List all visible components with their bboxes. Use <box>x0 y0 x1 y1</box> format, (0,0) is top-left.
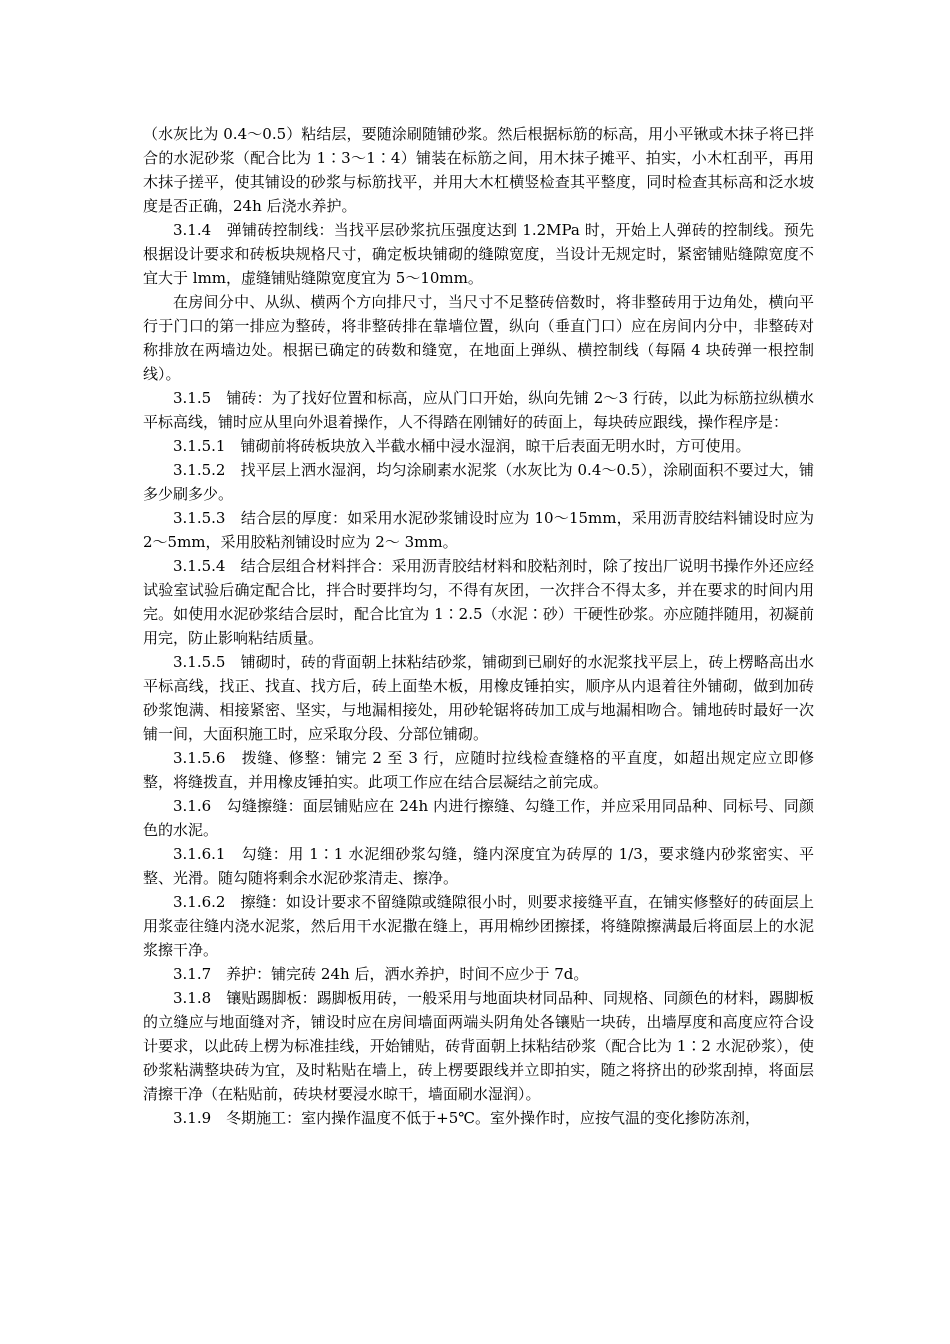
paragraph-3-1-5-4: 3.1.5.4 结合层组合材料拌合：采用沥青胶结材料和胶粘剂时，除了按出厂说明书操作外还应经试验室试验后确定配合比，拌合时要拌均匀，不得有灰团，一次拌合不得太多，并在要求的时间内用完。如使用水泥砂浆结合层时，配合比宜为 1∶2.5（水泥∶砂）干硬性砂浆。亦应随拌随用，初凝前用完，防止影响粘结质量。 <box>143 557 814 647</box>
paragraph-3-1-5: 3.1.5 铺砖：为了找好位置和标高，应从门口开始，纵向先铺 2～3 行砖，以此为标筋拉纵横水平标高线，铺时应从里向外退着操作，人不得踏在刚铺好的砖面上，每块砖应跟线，操作程序是： <box>143 389 814 431</box>
paragraph-3-1-9: 3.1.9 冬期施工：室内操作温度不低于+5℃。室外操作时，应按气温的变化掺防冻剂， <box>173 1109 761 1127</box>
paragraph-3-1-6-1: 3.1.6.1 勾缝：用 1∶1 水泥细砂浆勾缝，缝内深度宜为砖厚的 1/3，要求缝内砂浆密实、平整、光滑。随勾随将剩余水泥砂浆清走、擦净。 <box>143 845 814 887</box>
paragraph-3-1-5-3: 3.1.5.3 结合层的厚度：如采用水泥砂浆铺设时应为 10～15mm，采用沥青胶结料铺设时应为 2～5mm，采用胶粘剂铺设时应为 2～ 3mm。 <box>143 509 814 551</box>
document-body <box>143 122 814 1130</box>
paragraph-layout-lines: 在房间分中、从纵、横两个方向排尺寸，当尺寸不足整砖倍数时，将非整砖用于边角处，横向平行于门口的第一排应为整砖，将非整砖排在靠墙位置，纵向（垂直门口）应在房间内分中，非整砖对称排放在两墙边处。根据已确定的砖数和缝宽，在地面上弹纵、横控制线（每隔 4 块砖弹一根控制线）。 <box>143 293 814 383</box>
paragraph-3-1-6: 3.1.6 勾缝擦缝：面层铺贴应在 24h 内进行擦缝、勾缝工作，并应采用同品种、同标号、同颜色的水泥。 <box>143 797 814 839</box>
paragraph-3-1-6-2: 3.1.6.2 擦缝：如设计要求不留缝隙或缝隙很小时，则要求接缝平直，在铺实修整好的砖面层上用浆壶往缝内浇水泥浆，然后用干水泥撒在缝上，再用棉纱团擦揉，将缝隙擦满最后将面层上的水泥浆擦干净。 <box>143 893 814 959</box>
paragraph-3-1-5-5: 3.1.5.5 铺砌时，砖的背面朝上抹粘结砂浆，铺砌到已刷好的水泥浆找平层上，砖上楞略高出水平标高线，找正、找直、找方后，砖上面垫木板，用橡皮锤拍实，顺序从内退着往外铺砌，做到加砖砂浆饱满、相接紧密、坚实，与地漏相接处，用砂轮锯将砖加工成与地漏相吻合。铺地砖时最好一次铺一间，大面积施工时，应采取分段、分部位铺砌。 <box>143 653 814 743</box>
paragraph-binder-layer: （水灰比为 0.4～0.5）粘结层，要随涂刷随铺砂浆。然后根据标筋的标高，用小平锹或木抹子将已拌合的水泥砂浆（配合比为 1∶3～1∶4）铺装在标筋之间，用木抹子摊平、拍实，小木杠刮平，再用木抹子搓平，使其铺设的砂浆与标筋找平，并用大木杠横竖检查其平整度，同时检查其标高和泛水坡度是否正确，24h 后浇水养护。 <box>143 125 814 215</box>
paragraph-3-1-7: 3.1.7 养护：铺完砖 24h 后，洒水养护，时间不应少于 7d。 <box>173 965 589 983</box>
paragraph-3-1-5-6: 3.1.5.6 拨缝、修整：铺完 2 至 3 行，应随时拉线检查缝格的平直度，如超出规定应立即修整，将缝拨直，并用橡皮锤拍实。此项工作应在结合层凝结之前完成。 <box>143 749 814 791</box>
paragraph-3-1-4: 3.1.4 弹铺砖控制线：当找平层砂浆抗压强度达到 1.2MPa 时，开始上人弹砖的控制线。预先根据设计要求和砖板块规格尺寸，确定板块铺砌的缝隙宽度，当设计无规定时，紧密铺贴缝隙宽度不宜大于 lmm，虚缝铺贴缝隙宽度宜为 5～10mm。 <box>143 221 814 287</box>
paragraph-3-1-8: 3.1.8 镶贴踢脚板：踢脚板用砖，一般采用与地面块材同品种、同规格、同颜色的材料，踢脚板的立缝应与地面缝对齐，铺设时应在房间墙面两端头阴角处各镶贴一块砖，出墙厚度和高度应符合设计要求，以此砖上楞为标准挂线，开始铺贴，砖背面朝上抹粘结砂浆（配合比为 1∶2 水泥砂浆），使砂浆粘满整块砖为宜，及时粘贴在墙上，砖上楞要跟线并立即拍实，随之将挤出的砂浆刮掉，将面层清擦干净（在粘贴前，砖块材要浸水晾干，墙面刷水湿润）。 <box>143 989 814 1103</box>
paragraph-3-1-5-1: 3.1.5.1 铺砌前将砖板块放入半截水桶中浸水湿润，晾干后表面无明水时，方可使用。 <box>173 437 751 455</box>
paragraph-3-1-5-2: 3.1.5.2 找平层上洒水湿润，均匀涂刷素水泥浆（水灰比为 0.4～0.5），涂刷面积不要过大，铺多少刷多少。 <box>143 461 814 503</box>
